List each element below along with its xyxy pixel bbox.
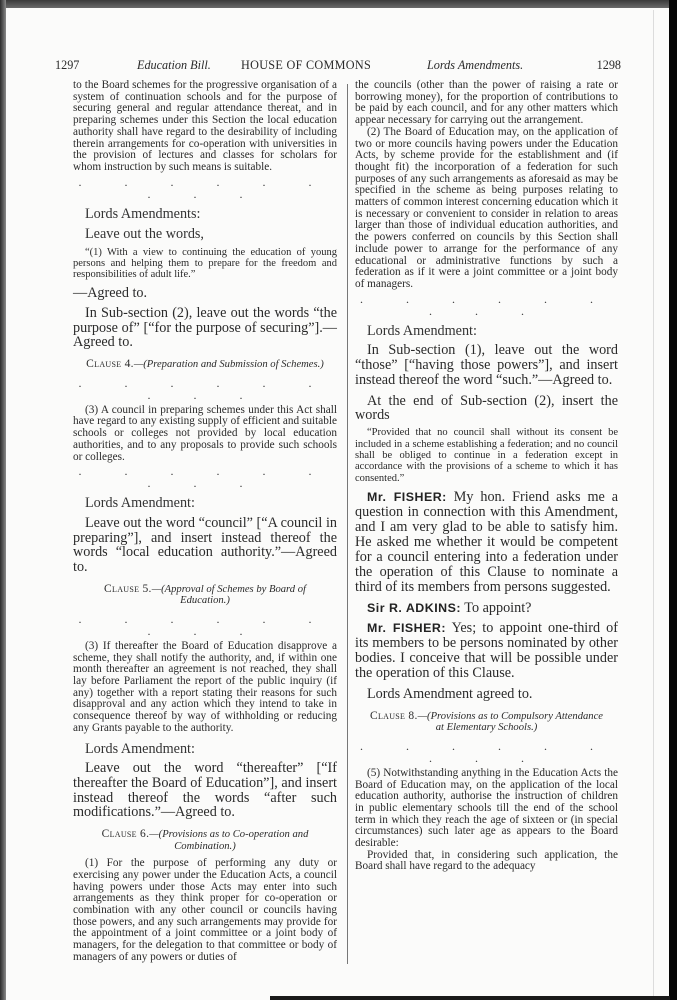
- subsection-2-insert: At the end of Sub-section (2), insert the words: [355, 392, 618, 424]
- page-crease: [653, 10, 654, 1000]
- scan-edge-left: [0, 0, 6, 1000]
- lords-amendment-heading: Lords Amendment:: [367, 322, 477, 339]
- speech-fisher-2: [355, 621, 618, 681]
- subsection-2-paragraph: (2) The Board of Education may, on the application of two or more councils having powers under the Education Acts, by scheme provide for the establishment and (if thought fit) the incorporation of a federation for such purposes of any such arrangements as aforesaid as may be specified in the scheme as being purposes relating to matters of common interest concerning education which it is necessary or convenient to consider in relation to areas larger than those of individual education authorities, and the powers conferred on councils by this Section shall include power to arrange for the performance of any educational or administrative functions by such a federation as if it were a joint committee or a joint body of managers.: [355, 125, 618, 290]
- clause-5-label: Clause 5.: [104, 582, 152, 595]
- agreed-to-line: —Agreed to.: [73, 284, 148, 301]
- lords-amendments-heading: Lords Amendments:: [85, 205, 201, 222]
- clause-5-text: (3) If thereafter the Board of Education disapprove a scheme, they shall notify the authority, and, if within one month thereafter an agreement is not reached, they shall lay before Parliament the report of the public inquiry (if any) together with a report stating their reasons for such disapproval and any action which they intend to take in consequence thereof by way of withholding or reducing any Grants payable to the authority.: [73, 639, 337, 734]
- right-page-number: 1298: [596, 58, 621, 72]
- agreed-statement: Lords Amendment agreed to.: [367, 686, 533, 703]
- running-head: [55, 58, 621, 76]
- speech-text: To appoint?: [464, 599, 532, 616]
- scan-edge-top: [0, 0, 677, 8]
- speaker-name: Sir R. ADKINS:: [367, 600, 461, 615]
- speech-adkins: [355, 601, 618, 616]
- proviso-text: Provided that, in considering such application, the Board shall have regard to the adequacy: [355, 848, 618, 873]
- ellipsis-divider: . . . . . . . . .: [78, 611, 332, 638]
- clause-4-text: (3) A council in preparing schemes under this Act shall have regard to any existing supply of efficient and suitable schools or colleges not provided by local education authorities, and to any proposals to provide such schools or colleges.: [73, 403, 337, 463]
- bill-title: Education Bill.: [137, 58, 211, 72]
- clause-4-amendment: Leave out the word “council” [“A council in preparing”], and insert instead thereof the words “local education authority.”—Agreed to.: [73, 514, 337, 576]
- clause-5-title: —(Approval of Schemes by Board of Education.): [151, 583, 306, 607]
- quoted-proviso: “Provided that no council shall without its consent be included in a scheme establishing a federation; and no council shall be obliged to continue in a federation except in accordance with the provisions of a scheme to which it has consented.”: [355, 427, 618, 484]
- clause-8-label: Clause 8.: [369, 709, 418, 722]
- section-title: Lords Amendments.: [427, 58, 524, 72]
- quoted-subsection: “(1) With a view to continuing the education of young persons and helping them to prepare for the freedom and responsibilities of adult life.”: [73, 246, 337, 281]
- lords-amendment-heading: Lords Amendment:: [85, 495, 195, 512]
- clause-6-title: —(Provisions as to Co-operation and Combination.): [149, 829, 309, 852]
- left-column: [73, 80, 337, 964]
- right-column: [355, 80, 618, 873]
- clause-6-label: Clause 6.: [101, 828, 150, 841]
- clause-8-title: —(Provisions as to Compulsory Attendance at Elementary Schools.): [417, 710, 604, 734]
- continued-paragraph: the councils (other than the power of raising a rate or borrowing money), for the proportion of contributions to be paid by each council, and for any other matters which appear necessary for carrying out the arrangement.: [355, 79, 618, 127]
- clause-5-heading: [73, 584, 337, 607]
- speech-text: Yes; to appoint one-third of its members to be persons nominated by other bodies. I conceive that will be possible under the operation of this Clause.: [355, 620, 618, 682]
- ellipsis-divider: . . . . . . . . .: [360, 738, 613, 765]
- left-page-number: 1297: [55, 58, 80, 72]
- subsection-1-amendment: In Sub-section (1), leave out the word “those” [“having those powers”], and insert instead thereof the word “such.”—Agreed to.: [355, 342, 618, 388]
- house-title: HOUSE OF COMMONS: [241, 58, 372, 72]
- clause-8-text: (5) Notwithstanding anything in the Education Acts the Board of Education may, on the application of the local education authority, authorise the instruction of children in public elementary schools till the end of the school term in which they reach the age of sixteen or (in special circumstances) such later age as appears to the Board desirable:: [355, 766, 618, 850]
- clause-5-amendment: Leave out the word “thereafter” [“If thereafter the Board of Education”], and insert instead thereof the words “after such modifications.”—Agreed to.: [73, 760, 337, 821]
- leave-out-words-instruction: Leave out the words,: [85, 226, 204, 243]
- clause-6-heading: [73, 829, 337, 852]
- clause-4-label: Clause 4.: [86, 358, 134, 371]
- clause-4-heading: [73, 359, 337, 371]
- speaker-name: Mr. FISHER:: [367, 621, 446, 636]
- speaker-name: Mr. FISHER:: [367, 490, 447, 505]
- scan-edge-bottom: [270, 996, 670, 1000]
- ellipsis-divider: . . . . . . . . .: [78, 375, 332, 402]
- speech-text: My hon. Friend asks me a question in connection with this Amendment, and I am very glad to be able to satisfy him. He asked me whether it would be competent for a council entering into a federation under the operation of this Clause to nominate a third of its members from persons suggested.: [355, 489, 618, 595]
- opening-paragraph: to the Board schemes for the progressive organisation of a system of continuation schools and for the purpose of securing general and regular attendance thereat, and in preparing schemes under this Section the local education authority shall have regard to the desirability of including therein arrangements for co-operation with universities in the provision of lectures and classes for scholars for whom instruction by such means is suitable.: [73, 79, 337, 173]
- scan-edge-right: [669, 0, 677, 1000]
- ellipsis-divider: . . . . . . . . .: [78, 464, 332, 491]
- ellipsis-divider: . . . . . . . . .: [360, 291, 613, 318]
- clause-4-title: —(Preparation and Submission of Schemes.): [133, 359, 324, 371]
- clause-8-heading: [355, 711, 618, 734]
- subsection-2-amendment: In Sub-section (2), leave out the words “the purpose of” [“for the purpose of securing”].—Agreed to.: [73, 304, 337, 351]
- speech-fisher-1: [355, 490, 618, 594]
- lords-amendment-heading: Lords Amendment:: [85, 740, 195, 757]
- column-divider: [347, 84, 348, 964]
- clause-6-text: (1) For the purpose of performing any duty or exercising any power under the Education Acts, a council having powers under those Acts may enter into such arrangements as they think proper for co-operation or combination with any other council or councils having those powers, and any such arrangements may provide for the appointment of a joint committee or a joint body of managers, for the delegation to that committee or body of managers of any powers or duties of: [73, 857, 337, 963]
- ellipsis-divider: . . . . . . . . .: [78, 174, 332, 201]
